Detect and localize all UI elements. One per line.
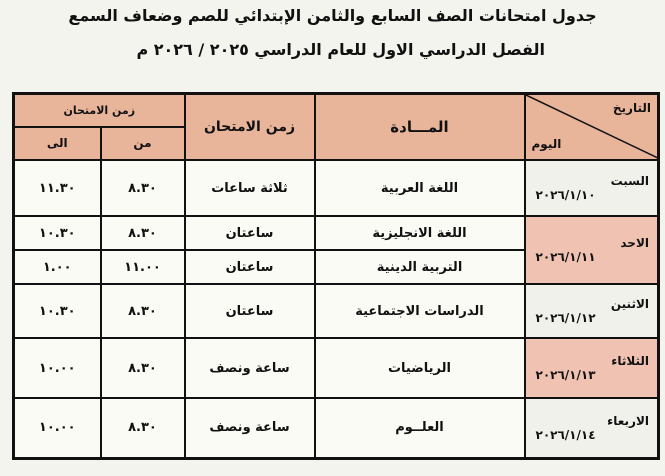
- to-cell: ١٠.٠٠: [14, 398, 101, 458]
- to-cell: ١١.٣٠: [14, 160, 101, 216]
- day-date-cell: [525, 160, 659, 216]
- day-date-cell: [525, 216, 659, 284]
- from-cell: ٨.٣٠: [101, 284, 185, 338]
- to-header: الى: [14, 127, 101, 160]
- from-cell: ٨.٣٠: [101, 338, 185, 398]
- to-cell: ١٠.٠٠: [14, 338, 101, 398]
- day-name: الثلاثاء: [611, 354, 649, 368]
- duration-cell: ساعة ونصف: [185, 398, 315, 458]
- subject-cell: الدراسات الاجتماعية: [315, 284, 525, 338]
- day-date-cell: [525, 338, 659, 398]
- duration-cell: ساعتان: [185, 284, 315, 338]
- from-cell: ٨.٣٠: [101, 160, 185, 216]
- from-header: من: [101, 127, 185, 160]
- subject-cell: التربية الدينية: [315, 250, 525, 284]
- table-row: [14, 338, 659, 398]
- exam-date: ٢٠٢٦/١/١٣: [535, 368, 596, 382]
- page-title: جدول امتحانات الصف السابع والثامن الإبتدائي للصم وضعاف السمع: [68, 6, 597, 25]
- date-day-header: [525, 94, 659, 161]
- day-name: الاثنين: [610, 297, 649, 311]
- exam-date: ٢٠٢٦/١/١٤: [535, 427, 596, 442]
- table-row: [14, 284, 659, 338]
- duration-cell: ساعتان: [185, 216, 315, 250]
- from-cell: ١١.٠٠: [101, 250, 185, 284]
- to-cell: ١٠.٣٠: [14, 216, 101, 250]
- subject-cell: العلــوم: [315, 398, 525, 458]
- day-date-cell: [525, 284, 659, 338]
- time-group-header: زمن الامتحان: [14, 94, 185, 127]
- to-cell: ١.٠٠: [14, 250, 101, 284]
- duration-cell: ساعتان: [185, 250, 315, 284]
- exam-date: ٢٠٢٦/١/١١: [535, 250, 596, 264]
- table-row: [14, 216, 659, 250]
- exam-date: ٢٠٢٦/١/١٢: [535, 311, 596, 325]
- subject-cell: اللغة الانجليزية: [315, 216, 525, 250]
- table-row: [14, 398, 659, 458]
- day-name: الاربعاء: [607, 413, 649, 428]
- from-cell: ٨.٣٠: [101, 398, 185, 458]
- exam-date: ٢٠٢٦/١/١٠: [535, 188, 596, 202]
- day-header: اليوم: [531, 137, 562, 151]
- subject-cell: اللغة العربية: [315, 160, 525, 216]
- day-name: السبت: [610, 174, 649, 188]
- from-cell: ٨.٣٠: [101, 216, 185, 250]
- date-header: التاريخ: [612, 101, 651, 115]
- duration-header: زمن الامتحان: [185, 94, 315, 161]
- table-row: [14, 160, 659, 216]
- subject-cell: الرياضيات: [315, 338, 525, 398]
- subject-header: المـــادة: [315, 94, 525, 161]
- page-subtitle: الفصل الدراسي الاول للعام الدراسي ٢٠٢٥ / ٢٠٢٦ م: [136, 40, 545, 59]
- duration-cell: ثلاثة ساعات: [185, 160, 315, 216]
- duration-cell: ساعة ونصف: [185, 338, 315, 398]
- to-cell: ١٠.٣٠: [14, 284, 101, 338]
- day-date-cell: [525, 398, 659, 458]
- exam-schedule-table: [12, 92, 660, 460]
- day-name: الاحد: [620, 236, 649, 250]
